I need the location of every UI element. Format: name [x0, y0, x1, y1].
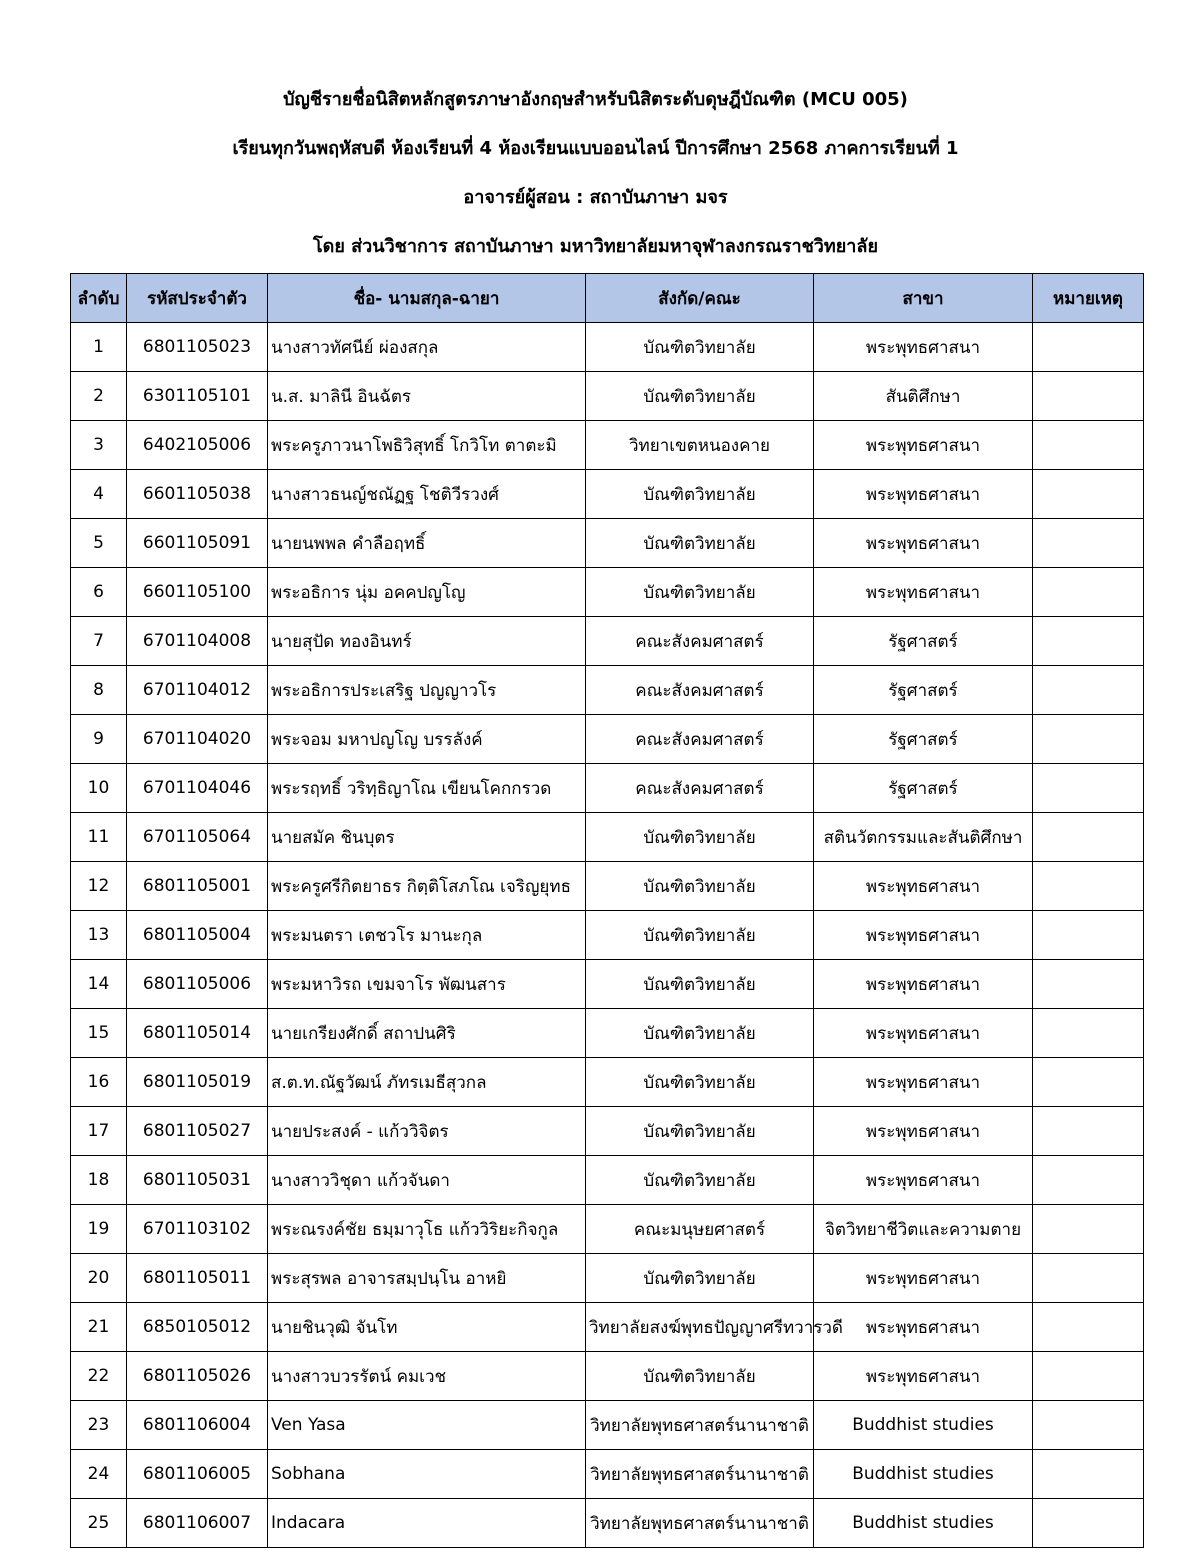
cell-student-id: 6601105100: [127, 568, 268, 617]
column-header-major: สาขา: [814, 274, 1033, 323]
table-row: [71, 1156, 1144, 1205]
cell-faculty: คณะสังคมศาสตร์: [586, 617, 814, 666]
cell-name: พระณรงค์ชัย ธมฺมาวุโธ แก้ววิริยะกิจกูล: [268, 1205, 586, 1254]
cell-major: รัฐศาสตร์: [814, 715, 1033, 764]
cell-student-id: 6701104020: [127, 715, 268, 764]
table-row: [71, 960, 1144, 1009]
cell-no: 22: [71, 1352, 127, 1401]
cell-faculty: บัณฑิตวิทยาลัย: [586, 323, 814, 372]
cell-faculty: บัณฑิตวิทยาลัย: [586, 960, 814, 1009]
cell-major: พระพุทธศาสนา: [814, 862, 1033, 911]
cell-note: [1033, 519, 1144, 568]
column-header-faculty: สังกัด/คณะ: [586, 274, 814, 323]
cell-major: Buddhist studies: [814, 1401, 1033, 1450]
cell-name: Indacara: [268, 1499, 586, 1548]
cell-student-id: 6801105011: [127, 1254, 268, 1303]
cell-note: [1033, 421, 1144, 470]
column-header-no: ลำดับ: [71, 274, 127, 323]
cell-name: พระรฤทธิ์ วริทฺธิญาโณ เขียนโคกกรวด: [268, 764, 586, 813]
cell-faculty: วิทยาลัยสงฆ์พุทธปัญญาศรีทวารวดี: [586, 1303, 814, 1352]
cell-major: รัฐศาสตร์: [814, 666, 1033, 715]
organizer-line: โดย ส่วนวิชาการ สถาบันภาษา มหาวิทยาลัยมหาจุฬาลงกรณราชวิทยาลัย: [313, 236, 878, 257]
cell-name: พระครูศรีกิตยาธร กิตฺติโสภโณ เจริญยุทธ: [268, 862, 586, 911]
table-row: [71, 470, 1144, 519]
cell-note: [1033, 813, 1144, 862]
cell-major: พระพุทธศาสนา: [814, 1254, 1033, 1303]
cell-faculty: วิทยาเขตหนองคาย: [586, 421, 814, 470]
cell-note: [1033, 617, 1144, 666]
cell-faculty: บัณฑิตวิทยาลัย: [586, 813, 814, 862]
cell-note: [1033, 372, 1144, 421]
cell-no: 23: [71, 1401, 127, 1450]
table-body: [71, 323, 1144, 1548]
cell-name: พระมหาวิรถ เขมจาโร พัฒนสาร: [268, 960, 586, 1009]
cell-name: พระอธิการ นุ่ม อคคปญโญ: [268, 568, 586, 617]
cell-major: สตินวัตกรรมและสันติศึกษา: [814, 813, 1033, 862]
cell-student-id: 6801105027: [127, 1107, 268, 1156]
cell-name: พระจอม มหาปญโญ บรรลังค์: [268, 715, 586, 764]
table-row: [71, 519, 1144, 568]
cell-major: พระพุทธศาสนา: [814, 323, 1033, 372]
cell-student-id: 6601105038: [127, 470, 268, 519]
table-row: [71, 568, 1144, 617]
cell-note: [1033, 1205, 1144, 1254]
cell-major: พระพุทธศาสนา: [814, 568, 1033, 617]
student-roster-table: [70, 273, 1144, 1548]
cell-faculty: บัณฑิตวิทยาลัย: [586, 911, 814, 960]
cell-name: Sobhana: [268, 1450, 586, 1499]
cell-no: 4: [71, 470, 127, 519]
cell-name: ส.ต.ท.ณัฐวัฒน์ ภัทรเมธีสุวกล: [268, 1058, 586, 1107]
cell-no: 11: [71, 813, 127, 862]
cell-note: [1033, 1156, 1144, 1205]
cell-student-id: 6801105019: [127, 1058, 268, 1107]
cell-faculty: บัณฑิตวิทยาลัย: [586, 568, 814, 617]
cell-major: พระพุทธศาสนา: [814, 1058, 1033, 1107]
cell-name: นายนพพล คำลือฤทธิ์: [268, 519, 586, 568]
cell-student-id: 6801105014: [127, 1009, 268, 1058]
cell-no: 18: [71, 1156, 127, 1205]
table-row: [71, 1303, 1144, 1352]
column-header-student-id: รหัสประจำตัว: [127, 274, 268, 323]
table-row: [71, 764, 1144, 813]
cell-no: 6: [71, 568, 127, 617]
cell-no: 15: [71, 1009, 127, 1058]
cell-major: รัฐศาสตร์: [814, 764, 1033, 813]
document-title: บัญชีรายชื่อนิสิตหลักสูตรภาษาอังกฤษสำหรับนิสิตระดับดุษฎีบัณฑิต (MCU 005): [283, 89, 908, 110]
cell-major: พระพุทธศาสนา: [814, 1352, 1033, 1401]
cell-major: พระพุทธศาสนา: [814, 1107, 1033, 1156]
cell-faculty: บัณฑิตวิทยาลัย: [586, 1254, 814, 1303]
cell-no: 13: [71, 911, 127, 960]
cell-note: [1033, 715, 1144, 764]
cell-name: นางสาววิชุดา แก้วจันดา: [268, 1156, 586, 1205]
table-row: [71, 911, 1144, 960]
cell-major: รัฐศาสตร์: [814, 617, 1033, 666]
cell-major: Buddhist studies: [814, 1499, 1033, 1548]
cell-major: พระพุทธศาสนา: [814, 519, 1033, 568]
cell-faculty: วิทยาลัยพุทธศาสตร์นานาชาติ: [586, 1499, 814, 1548]
cell-note: [1033, 1450, 1144, 1499]
table-row: [71, 715, 1144, 764]
table-row: [71, 1401, 1144, 1450]
cell-major: สันติศึกษา: [814, 372, 1033, 421]
cell-no: 3: [71, 421, 127, 470]
table-row: [71, 421, 1144, 470]
cell-note: [1033, 1499, 1144, 1548]
table-row: [71, 617, 1144, 666]
cell-note: [1033, 1254, 1144, 1303]
cell-name: พระมนตรา เตชวโร มานะกุล: [268, 911, 586, 960]
cell-faculty: วิทยาลัยพุทธศาสตร์นานาชาติ: [586, 1401, 814, 1450]
cell-student-id: 6301105101: [127, 372, 268, 421]
instructor-line: อาจารย์ผู้สอน : สถาบันภาษา มจร: [463, 187, 728, 208]
cell-no: 7: [71, 617, 127, 666]
table-row: [71, 1450, 1144, 1499]
cell-faculty: คณะสังคมศาสตร์: [586, 715, 814, 764]
cell-student-id: 6801105006: [127, 960, 268, 1009]
cell-note: [1033, 323, 1144, 372]
cell-no: 10: [71, 764, 127, 813]
cell-faculty: บัณฑิตวิทยาลัย: [586, 1058, 814, 1107]
cell-name: นายเกรียงศักดิ์ สถาปนศิริ: [268, 1009, 586, 1058]
cell-note: [1033, 1058, 1144, 1107]
cell-no: 8: [71, 666, 127, 715]
cell-no: 5: [71, 519, 127, 568]
cell-no: 16: [71, 1058, 127, 1107]
cell-no: 17: [71, 1107, 127, 1156]
cell-name: พระครูภาวนาโพธิวิสุทธิ์ โกวิโท ตาตะมิ: [268, 421, 586, 470]
cell-no: 9: [71, 715, 127, 764]
cell-faculty: บัณฑิตวิทยาลัย: [586, 1009, 814, 1058]
cell-faculty: บัณฑิตวิทยาลัย: [586, 862, 814, 911]
cell-name: นายสุปัด ทองอินทร์: [268, 617, 586, 666]
cell-note: [1033, 911, 1144, 960]
cell-name: นางสาวธนญ์ชณัฏฐ โชติวีรวงศ์: [268, 470, 586, 519]
cell-no: 25: [71, 1499, 127, 1548]
table-row: [71, 1205, 1144, 1254]
cell-name: พระอธิการประเสริฐ ปญญาวโร: [268, 666, 586, 715]
cell-name: นางสาวทัศนีย์ ผ่องสกุล: [268, 323, 586, 372]
table-row: [71, 1499, 1144, 1548]
cell-note: [1033, 764, 1144, 813]
cell-name: พระสุรพล อาจารสมฺปนฺโน อาหยิ: [268, 1254, 586, 1303]
cell-note: [1033, 470, 1144, 519]
cell-note: [1033, 960, 1144, 1009]
cell-no: 24: [71, 1450, 127, 1499]
cell-name: นางสาวบวรรัตน์ คมเวช: [268, 1352, 586, 1401]
cell-no: 19: [71, 1205, 127, 1254]
cell-faculty: บัณฑิตวิทยาลัย: [586, 372, 814, 421]
cell-faculty: คณะสังคมศาสตร์: [586, 666, 814, 715]
cell-note: [1033, 1352, 1144, 1401]
cell-major: พระพุทธศาสนา: [814, 911, 1033, 960]
cell-faculty: คณะมนุษยศาสตร์: [586, 1205, 814, 1254]
cell-faculty: บัณฑิตวิทยาลัย: [586, 519, 814, 568]
cell-no: 2: [71, 372, 127, 421]
cell-student-id: 6701105064: [127, 813, 268, 862]
cell-student-id: 6701104012: [127, 666, 268, 715]
cell-major: พระพุทธศาสนา: [814, 421, 1033, 470]
table-row: [71, 323, 1144, 372]
table-row: [71, 1058, 1144, 1107]
cell-student-id: 6701103102: [127, 1205, 268, 1254]
cell-major: พระพุทธศาสนา: [814, 960, 1033, 1009]
cell-name: นายชินวุฒิ จันโท: [268, 1303, 586, 1352]
cell-student-id: 6801106007: [127, 1499, 268, 1548]
cell-no: 12: [71, 862, 127, 911]
cell-note: [1033, 1401, 1144, 1450]
cell-major: จิตวิทยาชีวิตและความตาย: [814, 1205, 1033, 1254]
cell-no: 14: [71, 960, 127, 1009]
cell-major: พระพุทธศาสนา: [814, 1156, 1033, 1205]
cell-name: น.ส. มาลินี อินฉัตร: [268, 372, 586, 421]
cell-no: 21: [71, 1303, 127, 1352]
cell-student-id: 6701104008: [127, 617, 268, 666]
cell-name: นายสมัค ชินบุตร: [268, 813, 586, 862]
class-schedule-line: เรียนทุกวันพฤหัสบดี ห้องเรียนที่ 4 ห้องเรียนแบบออนไลน์ ปีการศึกษา 2568 ภาคการเรียนที่ 1: [232, 138, 959, 159]
cell-major: พระพุทธศาสนา: [814, 1303, 1033, 1352]
cell-student-id: 6801106005: [127, 1450, 268, 1499]
cell-no: 1: [71, 323, 127, 372]
cell-major: พระพุทธศาสนา: [814, 1009, 1033, 1058]
cell-note: [1033, 1107, 1144, 1156]
cell-faculty: วิทยาลัยพุทธศาสตร์นานาชาติ: [586, 1450, 814, 1499]
column-header-name: ชื่อ- นามสกุล-ฉายา: [268, 274, 586, 323]
table-row: [71, 372, 1144, 421]
cell-student-id: 6801105031: [127, 1156, 268, 1205]
table-row: [71, 1107, 1144, 1156]
cell-note: [1033, 862, 1144, 911]
table-row: [71, 666, 1144, 715]
cell-note: [1033, 1009, 1144, 1058]
table-row: [71, 1352, 1144, 1401]
cell-student-id: 6601105091: [127, 519, 268, 568]
cell-note: [1033, 1303, 1144, 1352]
cell-faculty: บัณฑิตวิทยาลัย: [586, 1107, 814, 1156]
cell-student-id: 6402105006: [127, 421, 268, 470]
cell-faculty: คณะสังคมศาสตร์: [586, 764, 814, 813]
cell-student-id: 6801105026: [127, 1352, 268, 1401]
column-header-note: หมายเหตุ: [1033, 274, 1144, 323]
table-row: [71, 1254, 1144, 1303]
table-row: [71, 1009, 1144, 1058]
table-header-row: [71, 274, 1144, 323]
cell-student-id: 6801105004: [127, 911, 268, 960]
table-row: [71, 813, 1144, 862]
cell-note: [1033, 568, 1144, 617]
cell-student-id: 6801106004: [127, 1401, 268, 1450]
cell-name: Ven Yasa: [268, 1401, 586, 1450]
cell-faculty: บัณฑิตวิทยาลัย: [586, 1156, 814, 1205]
cell-no: 20: [71, 1254, 127, 1303]
cell-major: พระพุทธศาสนา: [814, 470, 1033, 519]
cell-name: นายประสงค์ - แก้ววิจิตร: [268, 1107, 586, 1156]
table-row: [71, 862, 1144, 911]
cell-faculty: บัณฑิตวิทยาลัย: [586, 1352, 814, 1401]
cell-major: Buddhist studies: [814, 1450, 1033, 1499]
cell-student-id: 6850105012: [127, 1303, 268, 1352]
cell-student-id: 6801105023: [127, 323, 268, 372]
cell-student-id: 6701104046: [127, 764, 268, 813]
cell-student-id: 6801105001: [127, 862, 268, 911]
cell-faculty: บัณฑิตวิทยาลัย: [586, 470, 814, 519]
cell-note: [1033, 666, 1144, 715]
